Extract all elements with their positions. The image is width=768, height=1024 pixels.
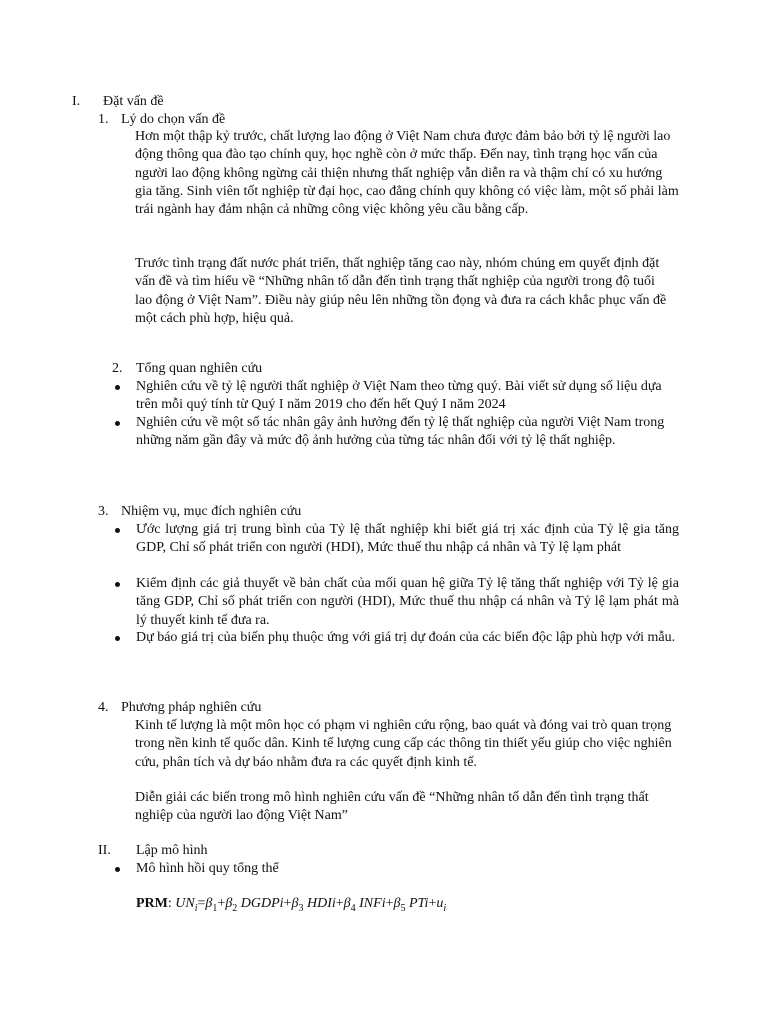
bullet-icon xyxy=(115,385,120,390)
bullet-icon xyxy=(115,636,120,641)
beta-2-sub: 2 xyxy=(232,902,238,914)
regression-formula xyxy=(136,896,446,914)
section-1-title: Đặt vấn đề xyxy=(103,94,164,109)
reason-paragraph-2: Trước tình trạng đất nước phát triển, thất nghiệp tăng cao này, nhóm chúng em quyết định đặt vấn đề và tìm hiểu về “Những nhân tố dẫn đến tình trạng thất nghiệp của người trong độ tuổi lao động ở Việt Nam”. Điều này giúp nêu lên những tồn đọng và đưa ra cách khắc phục vấn đề một cách phù hợp, hiệu quả. xyxy=(135,256,667,326)
beta-5: β xyxy=(393,896,401,911)
plus-sign: + xyxy=(283,896,292,911)
beta-2: β xyxy=(225,896,233,911)
subsection-3-number: 3. xyxy=(98,504,109,519)
beta-1: β xyxy=(205,896,213,911)
subsection-2-title: Tổng quan nghiên cứu xyxy=(136,361,263,376)
beta-3-sub: 3 xyxy=(298,902,304,914)
beta-3: β xyxy=(291,896,299,911)
var-pt: PTi xyxy=(408,896,429,911)
subsection-2-number: 2. xyxy=(112,361,123,376)
subsection-3-title: Nhiệm vụ, mục đích nghiên cứu xyxy=(121,504,302,519)
var-hdi: HDIi xyxy=(306,896,336,911)
section-1-numeral: I. xyxy=(72,94,81,109)
bullet-icon xyxy=(115,582,120,587)
purpose-bullet-1: Ước lượng giá trị trung bình của Tỷ lệ thất nghiệp khi biết giá trị xác định của Tỷ lệ gia tăng GDP, Chỉ số phát triển con người (HDI), Mức thuế thu nhập cá nhân và Tỷ lệ lạm phát xyxy=(136,522,679,556)
var-dgdp: DGDPi xyxy=(240,896,284,911)
error-term-sub: i xyxy=(443,902,447,914)
formula-colon: : xyxy=(167,896,172,911)
plus-sign: + xyxy=(335,896,344,911)
plus-sign: + xyxy=(385,896,394,911)
bullet-icon xyxy=(115,528,120,533)
formula-lhs-sub: i xyxy=(194,902,198,914)
subsection-4-title: Phương pháp nghiên cứu xyxy=(121,700,262,715)
plus-sign: + xyxy=(217,896,226,911)
method-paragraph-1: Kinh tế lượng là một môn học có phạm vi nghiên cứu rộng, bao quát và đóng vai trò quan trọng trong nền kinh tế quốc dân. Kinh tế lượng cung cấp các thông tin thiết yếu giúp cho việc nghiên cứu, phân tích và dự báo nhằm đưa ra các quyết định kinh tế. xyxy=(135,718,672,770)
subsection-1-number: 1. xyxy=(98,112,109,127)
reason-paragraph-1: Hơn một thập kỷ trước, chất lượng lao động ở Việt Nam chưa được đảm bảo bởi tỷ lệ người lao động thông qua đào tạo chính quy, học nghề còn ở mức thấp. Đến nay, tình trạng học vấn của người lao động không ngừng cải thiện nhưng thất nghiệp vẫn diễn ra và thậm chí có xu hướng gia tăng. Sinh viên tốt nghiệp từ đại học, cao đẳng chính quy không có việc làm, một số phải làm trái ngành hay đảm nhận cả những công việc không yêu cầu bằng cấp. xyxy=(135,129,679,218)
subsection-1-title: Lý do chọn vấn đề xyxy=(121,112,226,127)
formula-label: PRM xyxy=(136,896,168,911)
overview-bullet-1: Nghiên cứu về tỷ lệ người thất nghiệp ở Việt Nam theo từng quý. Bài viết sử dụng số liệu dựa trên mỗi quý tính từ Quý I năm 2019 cho đến hết Quý I năm 2024 xyxy=(136,379,662,413)
beta-4-sub: 4 xyxy=(350,902,356,914)
subsection-4-number: 4. xyxy=(98,700,109,715)
overview-bullet-2: Nghiên cứu về một số tác nhân gây ảnh hưởng đến tỷ lệ thất nghiệp của người Việt Nam trong những năm gần đây và mức độ ảnh hưởng của từng tác nhân đối với tỷ lệ thất nghiệp. xyxy=(136,415,665,449)
bullet-icon xyxy=(115,867,120,872)
method-paragraph-2: Diễn giải các biến trong mô hình nghiên cứu vấn đề “Những nhân tố dẫn đến tình trạng thất nghiệp của người lao động Việt Nam” xyxy=(135,790,649,824)
purpose-bullet-2: Kiểm định các giả thuyết về bản chất của mối quan hệ giữa Tỷ lệ tăng thất nghiệp với Tỷ lệ gia tăng GDP, Chỉ số phát triển con người (HDI), Mức thuế thu nhập cá nhân và Tỷ lệ lạm phát mà lý thuyết kinh tế đưa ra. xyxy=(136,576,679,628)
section-2-numeral: II. xyxy=(98,843,111,858)
beta-4: β xyxy=(343,896,351,911)
beta-5-sub: 5 xyxy=(400,902,406,914)
formula-equals: = xyxy=(197,896,206,911)
purpose-bullet-3: Dự báo giá trị của biến phụ thuộc ứng với giá trị dự đoán của các biến độc lập phù hợp với mẫu. xyxy=(136,630,676,645)
beta-1-sub: 1 xyxy=(212,902,218,914)
section-2-title: Lập mô hình xyxy=(136,843,208,858)
plus-sign: + xyxy=(428,896,437,911)
formula-lhs: UN xyxy=(175,896,195,911)
error-term: u xyxy=(436,896,444,911)
bullet-icon xyxy=(115,421,120,426)
model-bullet: Mô hình hồi quy tổng thể xyxy=(136,861,279,876)
var-inf: INFi xyxy=(359,896,386,911)
